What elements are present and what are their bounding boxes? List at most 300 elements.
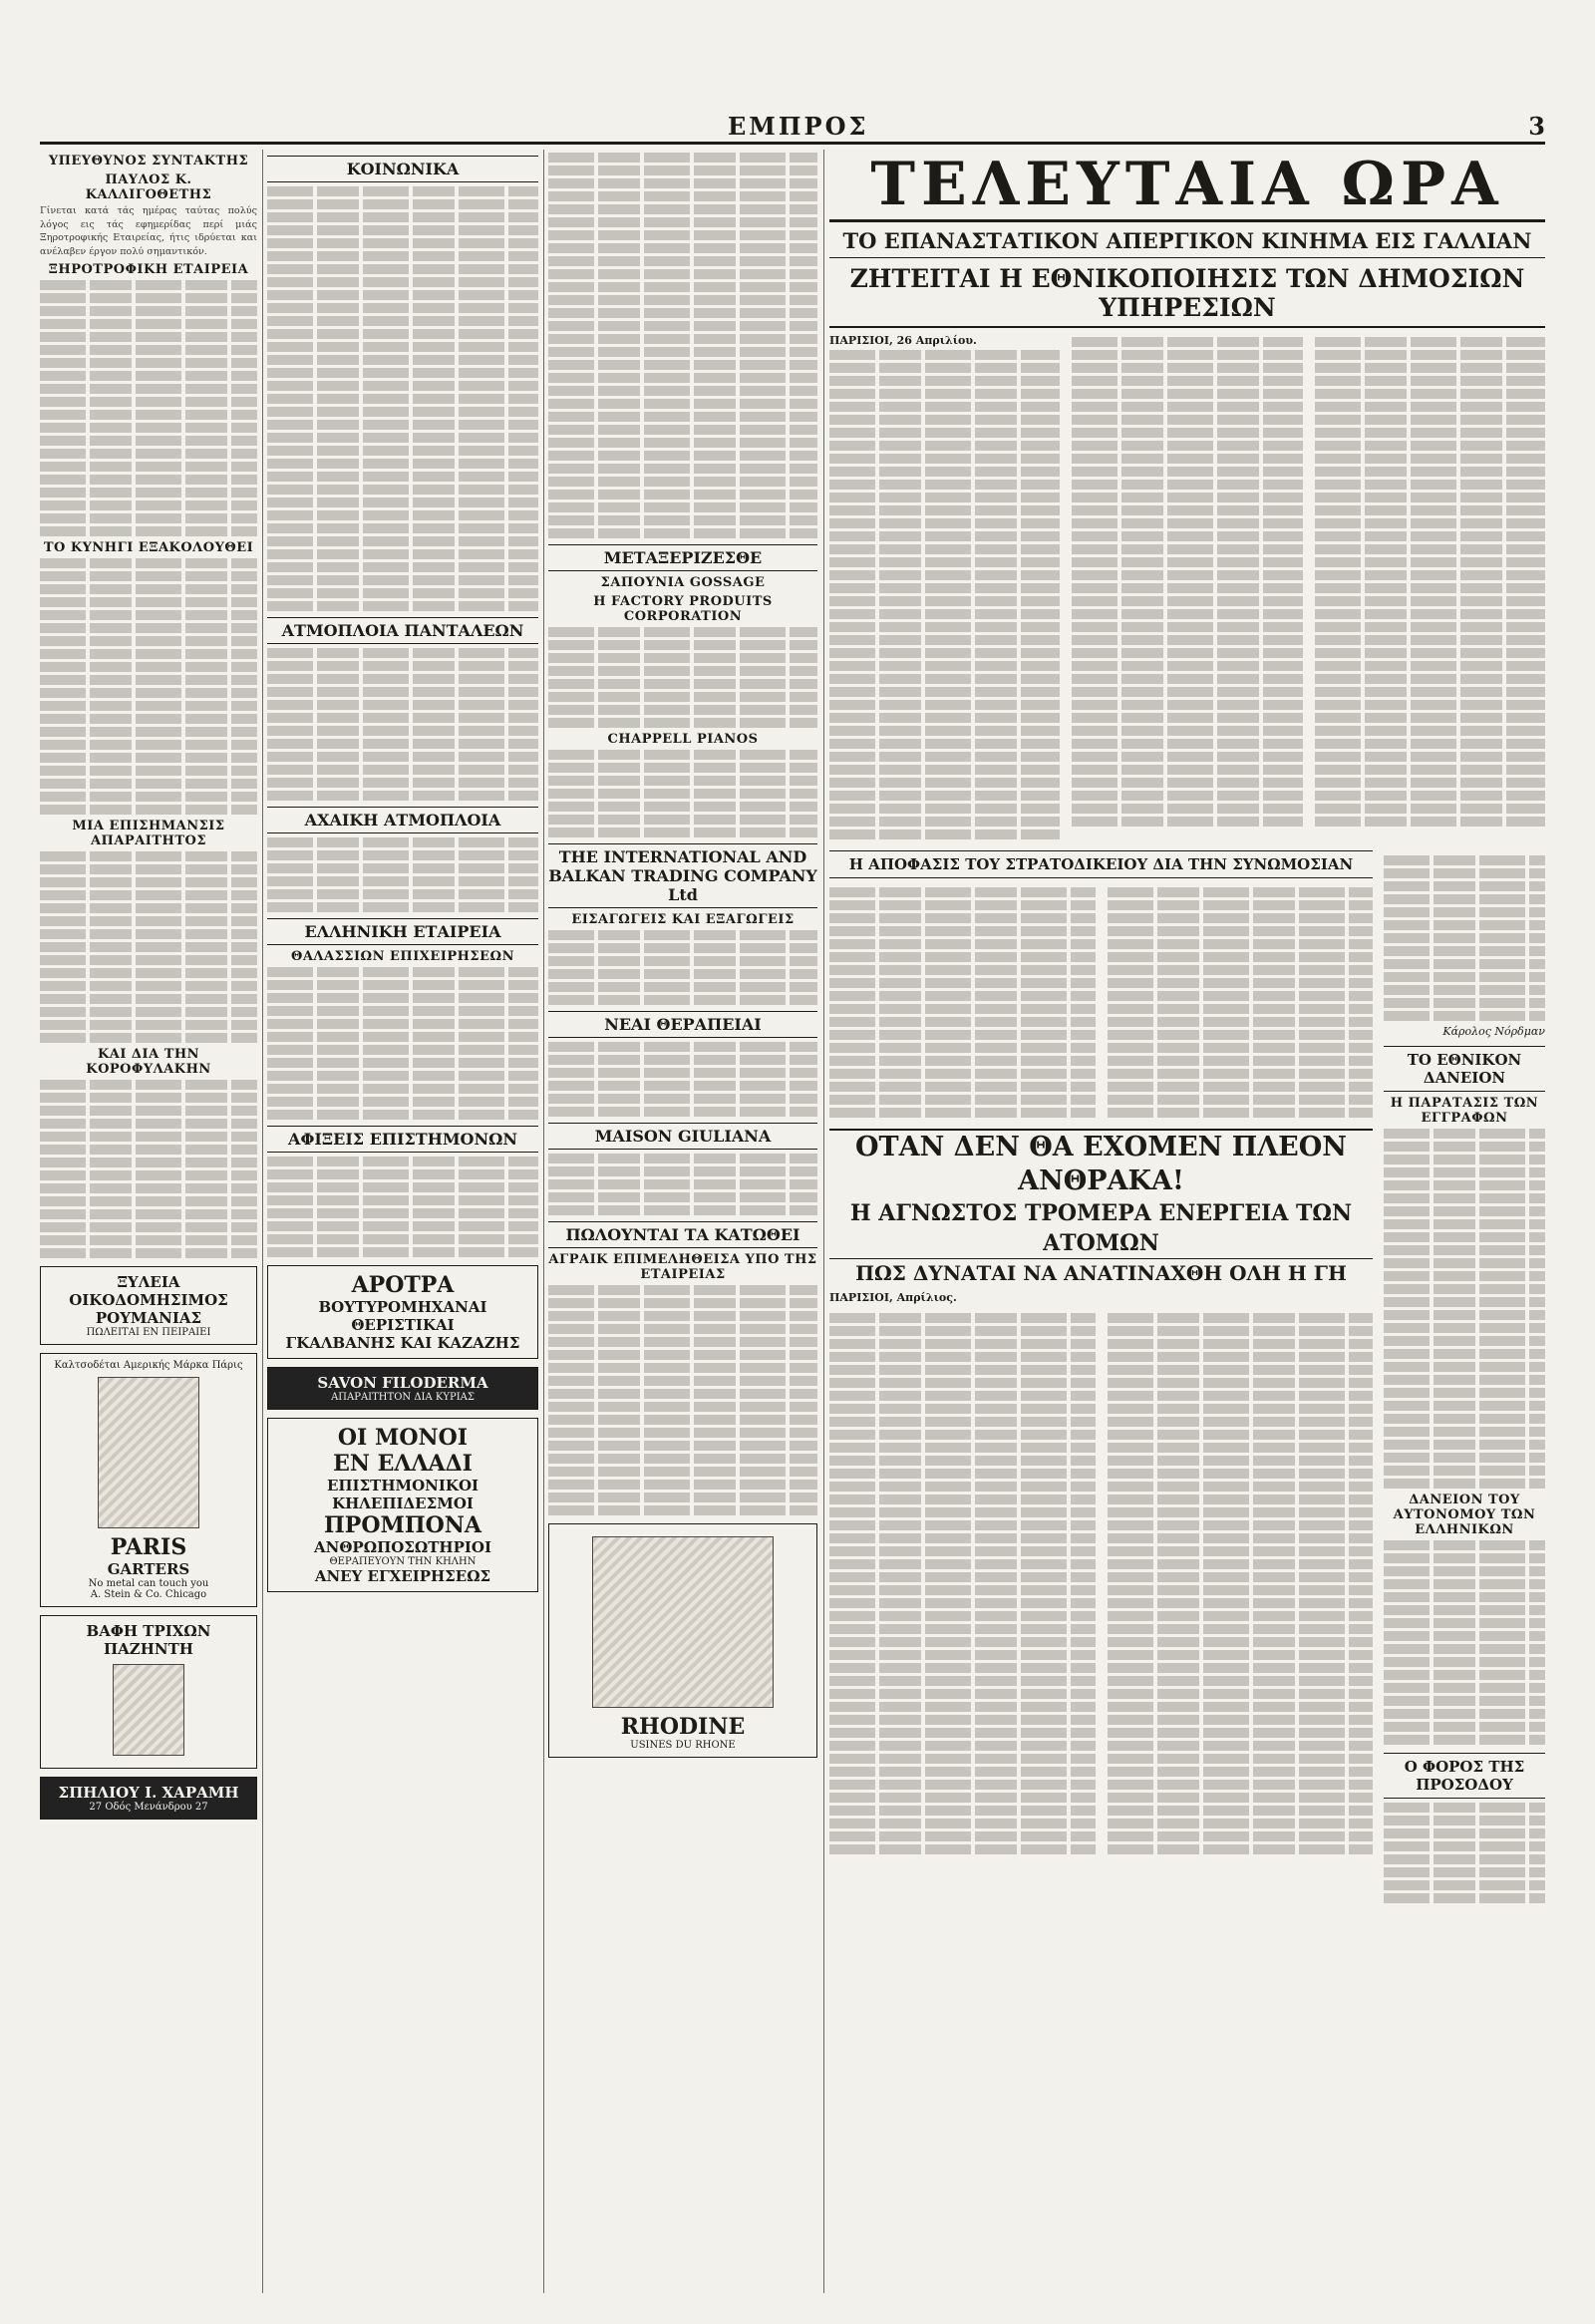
text-block: [40, 792, 257, 802]
hair-dye-illustration: [113, 1664, 184, 1756]
text-block: [829, 505, 1060, 515]
text-block: [548, 399, 817, 409]
text-block: [829, 887, 1096, 897]
text-block: [267, 1110, 538, 1120]
text-block: [829, 1572, 1096, 1582]
text-block: [1315, 778, 1545, 788]
text-block: [1108, 1767, 1374, 1777]
text-block: [548, 1467, 817, 1477]
text-block: [829, 1469, 1096, 1479]
text-block: [1108, 1017, 1374, 1027]
text-block: [548, 1285, 817, 1295]
text-block: [1108, 1043, 1374, 1053]
text-block: [548, 789, 817, 799]
text-block: [40, 1145, 257, 1155]
text-block: [829, 518, 1060, 528]
text-block: [267, 1019, 538, 1029]
text-block: [1072, 480, 1302, 490]
text-block: [829, 1017, 1096, 1027]
text-block: [829, 1378, 1096, 1388]
text-block: [1108, 1004, 1374, 1014]
text-block: [267, 290, 538, 300]
text-block: [1384, 1880, 1545, 1890]
text-block: [1108, 1443, 1374, 1453]
text-block: [548, 166, 817, 175]
text-block: [1108, 1095, 1374, 1105]
text-block: [1384, 1193, 1545, 1203]
text-block: [548, 1081, 817, 1091]
trading-company-sub: ΕΙΣΑΓΩΓΕΙΣ ΚΑΙ ΕΞΑΓΩΓΕΙΣ: [571, 912, 795, 927]
text-block: [548, 217, 817, 227]
text-block: [829, 978, 1096, 988]
text-block: [829, 1637, 1096, 1647]
text-block: [40, 753, 257, 763]
text-block: [40, 1235, 257, 1245]
text-block: [548, 943, 817, 953]
text-block: [1384, 868, 1545, 878]
text-block: [548, 1055, 817, 1065]
text-block: [829, 1767, 1096, 1777]
text-block: [40, 1170, 257, 1180]
text-block: [1108, 887, 1374, 897]
column-rule: [823, 150, 824, 2293]
text-block: [40, 410, 257, 420]
text-block: [40, 397, 257, 407]
text-block: [548, 815, 817, 825]
soap-brand: SAVON FILODERMA: [317, 1374, 488, 1392]
text-block: [1315, 557, 1545, 567]
dealers-label: ΓΚΑΛΒΑΝΗΣ ΚΑΙ ΚΑΖΑΖΗΣ: [285, 1334, 520, 1352]
text-block: [829, 557, 1060, 567]
text-block: [829, 467, 1060, 477]
text-block: [1384, 1670, 1545, 1680]
text-block: [1315, 804, 1545, 814]
text-block: [267, 967, 538, 977]
text-block: [1108, 1611, 1374, 1621]
text-block: [1108, 1391, 1374, 1401]
for-sale-sub: ΑΓΡΑΙΚ ΕΠΙΜΕΛΗΘΕΙΣΑ ΥΠΟ ΤΗΣ ΕΤΑΙΡΕΙΑΣ: [548, 1252, 817, 1282]
text-block: [1384, 1605, 1545, 1615]
text-block: [267, 536, 538, 546]
text-block: [267, 902, 538, 912]
text-block: [1108, 1404, 1374, 1414]
text-block: [548, 1337, 817, 1347]
text-block: [1384, 1854, 1545, 1864]
text-block: [829, 389, 1060, 399]
text-block: [267, 549, 538, 559]
text-block: [548, 1192, 817, 1202]
new-therapies-heading: ΝΕΑΙ ΘΕΡΑΠΕΙΑΙ: [548, 1011, 817, 1038]
column-c: [548, 150, 817, 2293]
text-block: [829, 661, 1060, 671]
garters-brand: PARIS: [110, 1534, 187, 1561]
soap-sub: ΑΠΑΡΑΙΤΗΤΟΝ ΔΙΑ ΚΥΡΙΑΣ: [331, 1392, 475, 1403]
text-block: [267, 355, 538, 365]
text-block: [267, 407, 538, 417]
text-block: [40, 513, 257, 523]
text-block: [1108, 1585, 1374, 1595]
text-block: [40, 929, 257, 939]
text-block: [829, 778, 1060, 788]
truss-line6: ΑΝΘΡΩΠΟΣΩΤΗΡΙΟΙ: [314, 1538, 491, 1556]
text-block: [40, 701, 257, 711]
greek-company-sub: ΘΑΛΑΣΣΙΩΝ ΕΠΙΧΕΙΡΗΣΕΩΝ: [291, 949, 514, 964]
text-block: [1315, 648, 1545, 658]
text-block: [548, 627, 817, 637]
text-block: [548, 269, 817, 279]
text-block: [1315, 739, 1545, 749]
text-block: [1384, 1375, 1545, 1385]
article-heading: ΜΙΑ ΕΠΙΣΗΜΑΝΣΙΣ ΑΠΑΡΑΙΤΗΤΟΣ: [72, 819, 225, 849]
text-block: [548, 1493, 817, 1502]
text-block: [1384, 1867, 1545, 1877]
text-block: [829, 830, 1060, 839]
text-block: [829, 1069, 1096, 1079]
paper-title: ΕΜΠΡΟΣ: [728, 112, 869, 141]
text-block: [829, 1352, 1096, 1362]
text-block: [829, 1819, 1096, 1828]
text-block: [829, 713, 1060, 723]
text-block: [548, 204, 817, 214]
text-block: [1384, 1592, 1545, 1602]
text-block: [548, 1107, 817, 1117]
text-block: [829, 635, 1060, 645]
text-block: [829, 939, 1096, 949]
lumber-ad-title: ΞΥΛΕΙΑ ΟΙΚΟΔΟΜΗΣΙΜΟΣ ΡΟΥΜΑΝΙΑΣ: [69, 1273, 228, 1328]
text-block: [1315, 713, 1545, 723]
text-block: [548, 1042, 817, 1052]
text-block: [267, 739, 538, 749]
text-block: [1384, 1683, 1545, 1693]
text-block: [829, 965, 1096, 975]
text-block: [1072, 765, 1302, 775]
text-block: [1072, 441, 1302, 451]
text-block: [267, 329, 538, 339]
text-block: [1108, 900, 1374, 910]
text-block: [548, 178, 817, 188]
strike-col-3: [1315, 334, 1545, 842]
text-block: [267, 459, 538, 469]
banner-headline: ΤΕΛΕΥΤΑΙΑ ΩΡΑ: [829, 150, 1545, 222]
shipping-heading: ΑΤΜΟΠΛΟΙΑ ΠΑΝΤΑΛΕΩΝ: [267, 617, 538, 644]
text-block: [40, 740, 257, 750]
text-block: [829, 1108, 1096, 1118]
garters-brand-line2: GARTERS: [107, 1560, 190, 1579]
text-block: [267, 876, 538, 886]
text-block: [40, 1020, 257, 1030]
text-block: [548, 191, 817, 201]
truss-line5: ΠΡΟΜΠΟΝΑ: [324, 1512, 481, 1538]
text-block: [1315, 583, 1545, 593]
text-block: [1315, 363, 1545, 373]
text-block: [829, 1831, 1096, 1841]
text-block: [40, 864, 257, 874]
text-block: [40, 488, 257, 498]
text-block: [40, 1119, 257, 1129]
text-block: [1072, 402, 1302, 412]
text-block: [829, 1043, 1096, 1053]
text-block: [548, 282, 817, 292]
text-block: [1072, 570, 1302, 580]
text-block: [1384, 1440, 1545, 1450]
text-block: [1315, 544, 1545, 554]
lumber-ad-sub: ΠΩΛΕΙΤΑΙ ΕΝ ΠΕΙΡΑΙΕΙ: [86, 1327, 211, 1339]
text-block: [1315, 337, 1545, 347]
text-block: [267, 446, 538, 456]
text-block: [548, 153, 817, 163]
text-block: [1384, 1323, 1545, 1333]
text-block: [1072, 700, 1302, 710]
text-block: [829, 1004, 1096, 1014]
text-block: [1072, 583, 1302, 593]
text-block: [267, 850, 538, 860]
text-block: [1072, 752, 1302, 762]
text-block: [40, 662, 257, 672]
text-block: [1072, 467, 1302, 477]
court-martial-article: [829, 884, 1373, 1121]
text-block: [1108, 1482, 1374, 1492]
text-block: [40, 981, 257, 991]
strike-col-2: [1072, 334, 1302, 842]
text-block: [548, 1505, 817, 1515]
text-block: [829, 674, 1060, 684]
truss-line4: ΚΗΛΕΠΙΔΕΣΜΟΙ: [332, 1494, 474, 1512]
text-block: [1384, 972, 1545, 982]
text-block: [1072, 791, 1302, 801]
text-block: [829, 493, 1060, 502]
article-heading: ΞΗΡΟΤΡΟΦΙΚΗ ΕΤΑΙΡΕΙΑ: [48, 262, 249, 278]
eye-doctor-address: 27 Οδός Μενάνδρου 27: [89, 1802, 208, 1814]
text-block: [829, 570, 1060, 580]
text-block: [548, 1376, 817, 1386]
text-block: [548, 1311, 817, 1321]
text-block: [1384, 1657, 1545, 1667]
text-block: [1108, 1069, 1374, 1079]
text-block: [1072, 544, 1302, 554]
text-block: [1108, 1507, 1374, 1517]
text-block: [548, 640, 817, 650]
article-intro: Γίνεται κατά τάς ημέρας ταύτας πολύς λόγος εις τάς εφημερίδας περί μιάς Ξηροτροφικής Εταιρείας, ήτις ιδρύεται και ανέλαβεν έργον πολύ σημαντικόν.: [40, 205, 257, 257]
text-block: [829, 1741, 1096, 1751]
text-block: [829, 817, 1060, 827]
coal-headline: ΟΤΑΝ ΔΕΝ ΘΑ ΕΧΟΜΕΝ ΠΛΕΟΝ ΑΝΘΡΑΚΑ!: [829, 1129, 1373, 1198]
text-block: [267, 186, 538, 196]
text-block: [1108, 1728, 1374, 1738]
court-martial-section: [829, 850, 1373, 1857]
author-signature: Κάρολος Νόρδμαν: [1442, 1025, 1545, 1038]
text-block: [1108, 1352, 1374, 1362]
text-block: [1315, 791, 1545, 801]
garters-slogan: No metal can touch you: [88, 1578, 209, 1590]
text-block: [829, 1702, 1096, 1712]
text-block: [267, 1084, 538, 1094]
text-block: [548, 982, 817, 992]
text-block: [1384, 946, 1545, 956]
text-block: [829, 648, 1060, 658]
text-block: [40, 903, 257, 913]
text-block: [548, 653, 817, 663]
text-block: [829, 1728, 1096, 1738]
text-block: [1315, 726, 1545, 736]
text-block: [829, 739, 1060, 749]
soap-use-sub: ΣΑΠΟΥΝΙΑ GOSSAGE: [600, 575, 766, 590]
text-block: [1108, 1663, 1374, 1673]
text-block: [829, 1095, 1096, 1105]
text-block: [1384, 1142, 1545, 1152]
text-block: [40, 462, 257, 472]
text-block: [1108, 1702, 1374, 1712]
text-block: [829, 765, 1060, 775]
text-block: [548, 528, 817, 538]
text-block: [40, 675, 257, 685]
text-block: [1072, 635, 1302, 645]
text-block: [829, 926, 1096, 936]
text-block: [40, 526, 257, 536]
text-block: [1384, 1566, 1545, 1576]
text-block: [548, 1428, 817, 1438]
for-sale-heading: ΠΩΛΟΥΝΤΑΙ ΤΑ ΚΑΤΩΘΕΙ: [548, 1221, 817, 1248]
strike-headline: ΤΟ ΕΠΑΝΑΣΤΑΤΙΚΟΝ ΑΠΕΡΓΙΚΟΝ ΚΙΝΗΜΑ ΕΙΣ ΓΑΛΛΙΑΝ: [829, 222, 1545, 258]
text-block: [40, 916, 257, 926]
text-block: [1384, 1696, 1545, 1706]
text-block: [1315, 752, 1545, 762]
text-block: [548, 295, 817, 305]
text-block: [829, 1585, 1096, 1595]
text-block: [1108, 913, 1374, 923]
article-heading: ΤΟ ΚΥΝΗΓΙ ΕΞΑΚΟΛΟΥΘΕΙ: [43, 540, 254, 556]
text-block: [1108, 1831, 1374, 1841]
text-block: [40, 727, 257, 737]
text-block: [40, 436, 257, 446]
text-block: [1108, 1339, 1374, 1349]
text-block: [1384, 1618, 1545, 1628]
text-block: [1108, 1780, 1374, 1790]
column-b: [267, 150, 538, 2293]
text-block: [40, 688, 257, 698]
text-block: [1384, 1336, 1545, 1346]
text-block: [829, 1339, 1096, 1349]
text-block: [267, 588, 538, 598]
text-block: [1108, 1754, 1374, 1764]
text-block: [1072, 622, 1302, 632]
text-block: [1384, 894, 1545, 904]
text-block: [548, 956, 817, 966]
text-block: [267, 601, 538, 611]
text-block: [40, 877, 257, 887]
text-block: [40, 597, 257, 607]
reapers-label: ΘΕΡΙΣΤΙΚΑΙ: [351, 1316, 455, 1334]
text-block: [1072, 376, 1302, 386]
text-block: [1384, 1310, 1545, 1320]
text-block: [1384, 1479, 1545, 1489]
text-block: [1384, 1271, 1545, 1281]
text-block: [1072, 493, 1302, 502]
text-block: [829, 1494, 1096, 1504]
text-block: [1108, 1430, 1374, 1440]
text-block: [267, 863, 538, 873]
text-block: [267, 980, 538, 990]
text-block: [1315, 531, 1545, 541]
text-block: [267, 993, 538, 1003]
text-block: [1315, 622, 1545, 632]
text-block: [1108, 952, 1374, 962]
text-block: [829, 913, 1096, 923]
text-block: [267, 342, 538, 352]
text-block: [267, 199, 538, 209]
text-block: [829, 1507, 1096, 1517]
text-block: [829, 752, 1060, 762]
text-block: [267, 837, 538, 847]
text-block: [829, 1689, 1096, 1699]
text-block: [1072, 389, 1302, 399]
text-block: [1108, 1741, 1374, 1751]
strike-article: [829, 334, 1545, 842]
text-block: [267, 225, 538, 235]
text-block: [1384, 1232, 1545, 1242]
court-martial-heading: Η ΑΠΟΦΑΣΙΣ ΤΟΥ ΣΤΡΑΤΟΔΙΚΕΙΟΥ ΔΙΑ ΤΗΝ ΣΥΝΩΜΟΣΙΑΝ: [829, 850, 1373, 878]
text-block: [548, 1166, 817, 1176]
editor-name: ΠΑΥΛΟΣ Κ. ΚΑΛΛΙΓΟΘΕΤΗΣ: [85, 172, 212, 202]
masthead: [40, 112, 1545, 145]
text-block: [1384, 998, 1545, 1008]
text-block: [1315, 596, 1545, 606]
text-block: [1384, 1427, 1545, 1437]
text-block: [1384, 1466, 1545, 1476]
text-block: [267, 752, 538, 762]
text-block: [40, 1196, 257, 1206]
text-block: [1384, 985, 1545, 995]
text-block: [1072, 661, 1302, 671]
text-block: [1072, 415, 1302, 425]
text-block: [1108, 1030, 1374, 1040]
text-block: [829, 1754, 1096, 1764]
text-block: [1315, 415, 1545, 425]
factory-heading: Η FACTORY PRODUITS CORPORATION: [593, 594, 773, 624]
text-block: [1384, 1388, 1545, 1398]
earth-headline: ΠΩΣ ΔΥΝΑΤΑΙ ΝΑ ΑΝΑΤΙΝΑΧΘΗ ΟΛΗ Η ΓΗ: [855, 1261, 1347, 1285]
court-col-1: [829, 884, 1096, 1121]
text-block: [1072, 713, 1302, 723]
text-block: [548, 373, 817, 383]
text-block: [1108, 1559, 1374, 1569]
text-block: [548, 386, 817, 396]
text-block: [267, 562, 538, 572]
text-block: [829, 726, 1060, 736]
text-block: [1108, 1637, 1374, 1647]
text-block: [829, 1650, 1096, 1660]
text-block: [267, 485, 538, 495]
text-block: [40, 890, 257, 900]
text-block: [1384, 1129, 1545, 1139]
text-block: [40, 280, 257, 290]
greek-company-heading: ΕΛΛΗΝΙΚΗ ΕΤΑΙΡΕΙΑ: [267, 918, 538, 945]
rhodine-ad: [548, 1523, 817, 1758]
text-block: [1384, 1816, 1545, 1826]
hair-dye-ad: [40, 1615, 257, 1769]
text-block: [267, 791, 538, 801]
text-block: [829, 402, 1060, 412]
text-block: [1108, 1520, 1374, 1530]
atom-headline: Η ΑΓΝΩΣΤΟΣ ΤΡΟΜΕΡΑ ΕΝΕΡΓΕΙΑ ΤΩΝ ΑΤΟΜΩΝ: [829, 1198, 1373, 1259]
text-block: [1315, 817, 1545, 827]
text-block: [267, 316, 538, 326]
text-block: [1072, 350, 1302, 360]
text-block: [40, 1183, 257, 1193]
text-block: [1384, 1414, 1545, 1424]
text-block: [40, 306, 257, 316]
text-block: [829, 1624, 1096, 1634]
text-block: [40, 610, 257, 620]
